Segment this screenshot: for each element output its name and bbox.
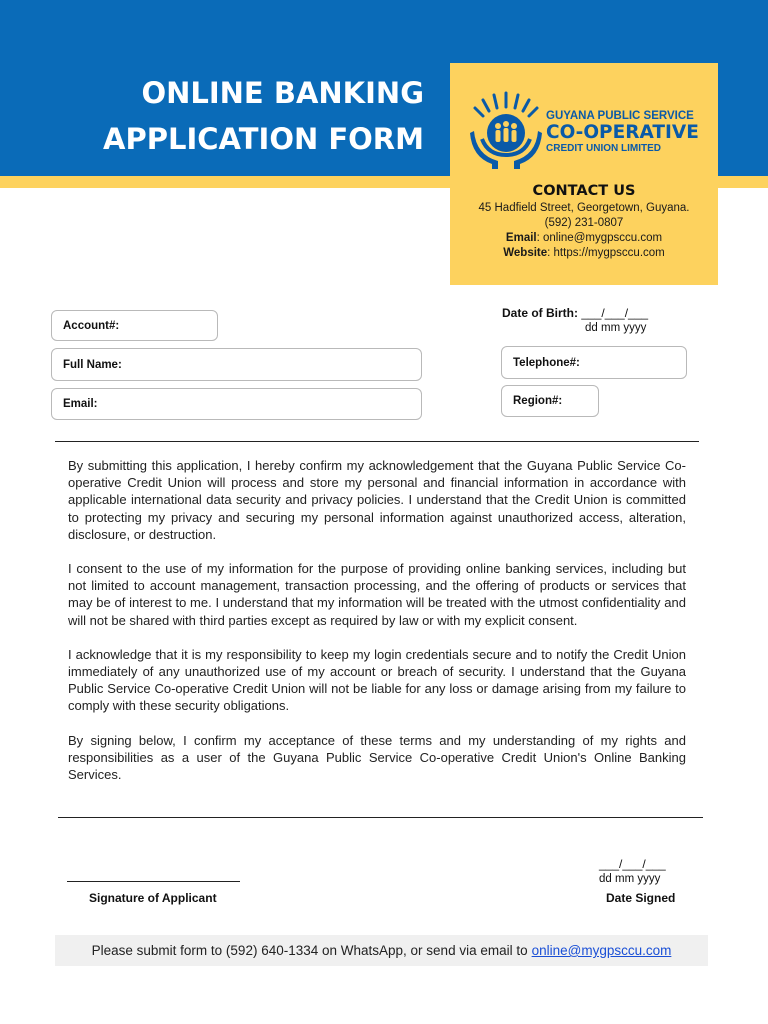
contact-email[interactable]: online@mygpsccu.com <box>543 232 663 244</box>
title-line-2: APPLICATION FORM <box>103 122 424 156</box>
submission-instructions <box>55 935 708 966</box>
contact-email-row: Email: online@mygpsccu.com <box>505 232 663 244</box>
date-signed-format: dd mm yyyy <box>599 873 661 885</box>
region-label: Region#: <box>513 395 563 407</box>
region-field[interactable] <box>501 385 599 417</box>
telephone-label: Telephone#: <box>513 356 580 369</box>
contact-phone: (592) 231-0807 <box>544 217 624 229</box>
contact-email-label: Email <box>505 232 537 244</box>
credit-union-hands-logo-icon <box>468 89 544 173</box>
email-label: Email: <box>63 398 98 410</box>
logo-wordmark <box>546 109 699 155</box>
contact-website[interactable]: https://mygpsccu.com <box>553 247 665 259</box>
organization-logo <box>468 89 712 173</box>
terms-section <box>68 457 686 800</box>
submission-email-link[interactable]: online@mygpsccu.com <box>531 943 672 958</box>
date-of-birth-field[interactable] <box>502 306 649 334</box>
telephone-field[interactable] <box>501 346 687 379</box>
account-number-label: Account#: <box>63 319 120 332</box>
date-of-birth-label: Date of Birth: <box>502 306 578 320</box>
contact-title: CONTACT US <box>532 183 636 199</box>
divider-top <box>55 441 699 442</box>
date-signed-label: Date Signed <box>606 891 676 905</box>
terms-paragraph-2: I consent to the use of my information for the purpose of providing online banking services, including but not limited to account management, transaction processing, and the offering of products or services that may be of interest to me. I understand that my information will be treated with the utmost confidentiality and will not be shared with third parties except as required by law or with my explicit consent. <box>68 561 686 628</box>
contact-address: 45 Hadfield Street, Georgetown, Guyana. <box>478 202 690 214</box>
divider-bottom <box>58 817 703 818</box>
contact-website-label: Website <box>503 247 548 259</box>
logo-line-2: CO-OPERATIVE <box>546 122 699 143</box>
email-field[interactable] <box>51 388 422 420</box>
full-name-label: Full Name: <box>63 358 122 371</box>
terms-paragraph-1: By submitting this application, I hereby confirm my acknowledgement that the Guyana Public Service Co-operative Credit Union will process and store my personal and financial information in accordance with applicable international data security and privacy policies. I understand that the Credit Union is committed to protecting my privacy and securing my personal information against unauthorized access, alteration, disclosure, or destruction. <box>68 458 686 542</box>
submission-text: Please submit form to (592) 640-1334 on WhatsApp, or send via email to <box>91 943 528 958</box>
contact-info <box>450 181 718 261</box>
date-signed-blanks[interactable]: ___/___/___ <box>599 857 666 871</box>
date-of-birth-format: dd mm yyyy <box>585 322 647 334</box>
page-title <box>40 70 424 162</box>
account-number-field[interactable] <box>51 310 218 341</box>
contact-panel <box>450 63 718 285</box>
logo-line-1: GUYANA PUBLIC SERVICE <box>546 110 694 122</box>
date-of-birth-blanks: ___/___/___ <box>581 306 649 320</box>
full-name-field[interactable] <box>51 348 422 381</box>
signature-line[interactable] <box>67 881 240 882</box>
logo-line-3: CREDIT UNION LIMITED <box>546 143 661 154</box>
terms-paragraph-4: By signing below, I confirm my acceptance of these terms and my understanding of my rights and responsibilities as a user of the Guyana Public Service Co-operative Credit Union's Online Banking Services. <box>68 732 686 783</box>
contact-website-row: Website: https://mygpsccu.com <box>503 247 665 259</box>
signature-label: Signature of Applicant <box>89 891 217 905</box>
title-line-1: ONLINE BANKING <box>141 76 424 110</box>
terms-paragraph-3: I acknowledge that it is my responsibility to keep my login credentials secure and to notify the Credit Union immediately of any unauthorized use of my account or breach of security. I understand that the Guyana Public Service Co-operative Credit Union will not be liable for any loss or damage arising from my failure to comply with these security obligations. <box>68 646 686 714</box>
